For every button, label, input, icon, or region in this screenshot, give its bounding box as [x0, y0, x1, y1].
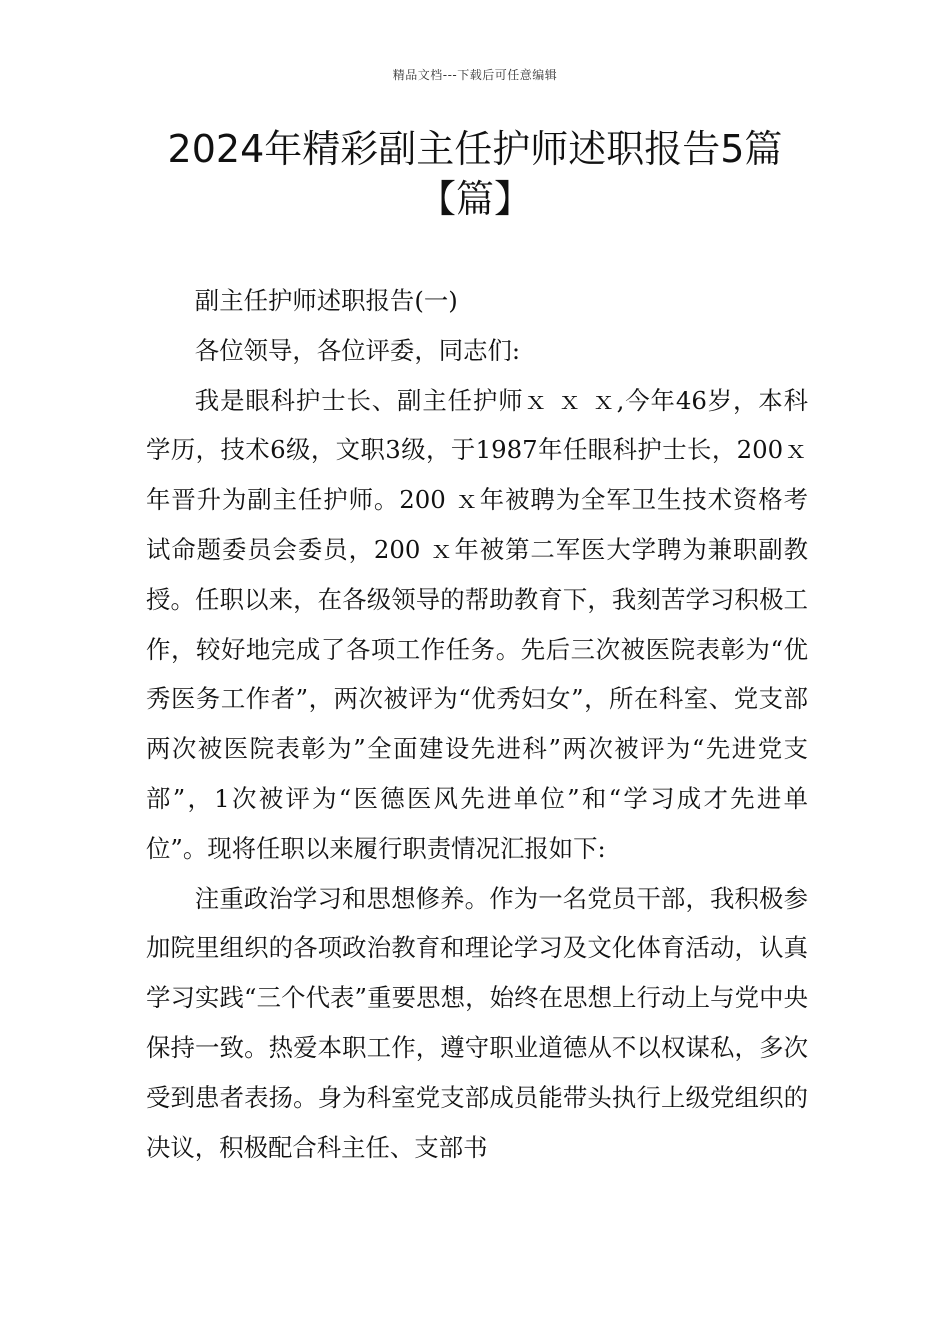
title-line-2: 【篇】	[417, 177, 532, 221]
document-body	[146, 276, 808, 1172]
salutation: 各位领导，各位评委，同志们:	[194, 335, 521, 365]
document-title	[100, 124, 850, 224]
section-heading: 副主任护师述职报告(一)	[194, 286, 458, 315]
header-note: 精品文档---下载后可任意编辑	[392, 68, 558, 82]
paragraph-introduction: 我是眼科护士长、副主任护师ｘ ｘ ｘ,今年46岁，本科学历，技术6级，文职3级，于1987年任眼科护士长，200ｘ年晋升为副主任护师。200 ｘ年被聘为全军卫生技术资格考试命题委员会委员，200 ｘ年被第二军医大学聘为兼职副教授。任职以来，在各级领导的帮助教育下，我刻苦学习积极工作，较好地完成了各项工作任务。先后三次被医院表彰为“优秀医务工作者”，两次被评为“优秀妇女”，所在科室、党支部两次被医院表彰为”全面建设先进科”两次被评为“先进党支部”，1次被评为“医德医风先进单位”和“学习成才先进单位”。现将任职以来履行职责情况汇报如下:	[146, 385, 808, 863]
paragraph-political-study: 注重政治学习和思想修养。作为一名党员干部，我积极参加院里组织的各项政治教育和理论学习及文化体育活动，认真学习实践“三个代表”重要思想，始终在思想上行动上与党中央保持一致。热爱本职工作，遵守职业道德从不以权谋私，多次受到患者表扬。身为科室党支部成员能带头执行上级党组织的决议，积极配合科主任、支部书	[146, 883, 808, 1162]
title-line-1: 2024年精彩副主任护师述职报告5篇	[167, 127, 783, 171]
